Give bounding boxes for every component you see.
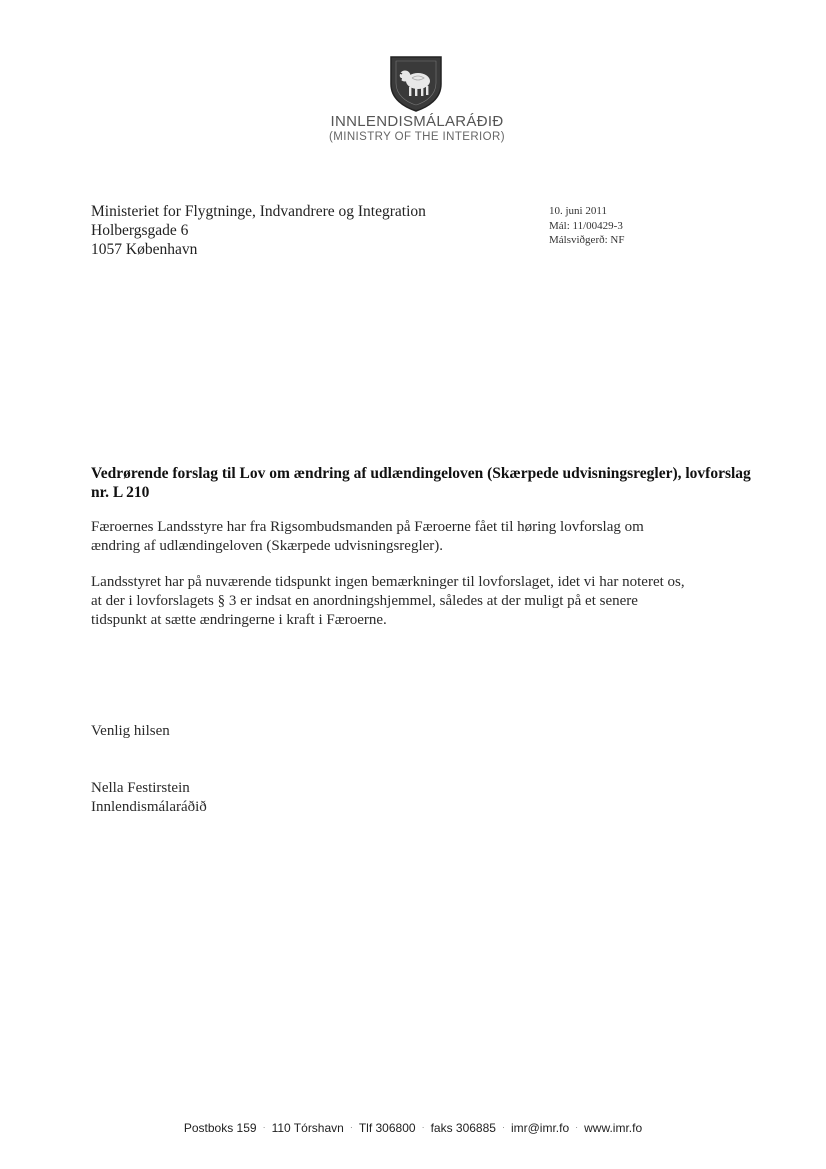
- letter-meta: [549, 204, 624, 248]
- body-paragraph: [91, 518, 771, 556]
- footer-phone: Tlf 306800: [358, 1121, 416, 1135]
- recipient-line: Ministeriet for Flygtninge, Indvandrere og Integration: [91, 203, 426, 220]
- letter-date: 10. juni 2011: [549, 205, 607, 217]
- body-paragraph: [91, 573, 771, 630]
- signature-block: [91, 779, 207, 817]
- recipient-address: [91, 202, 426, 259]
- footer-separator: ·: [349, 1122, 353, 1132]
- ministry-name: INNLENDISMÁLARÁÐIÐ: [330, 113, 504, 130]
- recipient-line: Holbergsgade 6: [91, 222, 189, 239]
- footer-website-link[interactable]: www.imr.fo: [584, 1121, 643, 1135]
- case-number: Mál: 11/00429-3: [549, 219, 623, 232]
- body-line: tidspunkt at sætte ændringerne i kraft i Færoerne.: [91, 612, 387, 628]
- footer-email-link[interactable]: imr@imr.fo: [510, 1121, 570, 1135]
- footer-separator: ·: [421, 1122, 425, 1132]
- recipient-line: 1057 København: [91, 241, 198, 258]
- ministry-name-english: (MINISTRY OF THE INTERIOR): [329, 131, 505, 143]
- case-handler: Málsviðgerð: NF: [549, 234, 625, 246]
- closing-greeting: Venlig hilsen: [91, 723, 170, 739]
- footer-separator: ·: [262, 1122, 266, 1132]
- signer-organization: Innlendismálaráðið: [91, 799, 207, 815]
- body-line: Landsstyret har på nuværende tidspunkt ingen bemærkninger til lovforslaget, idet vi har noteret os,: [91, 574, 685, 590]
- body-line: at der i lovforslagets § 3 er indsat en anordningshjemmel, således at der muligt på et senere: [91, 593, 638, 609]
- body-line: Færoernes Landsstyre har fra Rigsombudsmanden på Færoerne fået til høring lovforslag om: [91, 519, 644, 535]
- coat-of-arms-ram-icon: [388, 54, 444, 112]
- signer-name: Nella Festirstein: [91, 780, 190, 796]
- body-line: ændring af udlændingeloven (Skærpede udvisningsregler).: [91, 538, 444, 554]
- footer-separator: ·: [575, 1122, 579, 1132]
- page-footer: [0, 1121, 826, 1135]
- letter-subject: Vedrørende forslag til Lov om ændring af udlændingeloven (Skærpede udvisningsregler), lovforslag nr. L 210: [91, 465, 751, 501]
- footer-city: 110 Tórshavn: [271, 1121, 344, 1135]
- footer-separator: ·: [501, 1122, 505, 1132]
- footer-postbox: Postboks 159: [183, 1121, 257, 1135]
- footer-fax: faks 306885: [430, 1121, 496, 1135]
